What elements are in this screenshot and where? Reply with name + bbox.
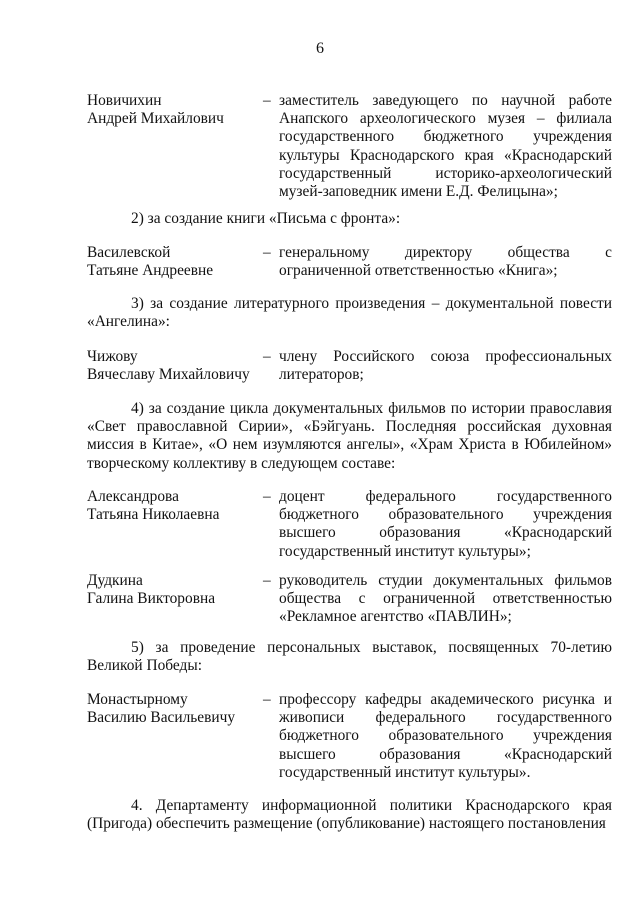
recipient-surname: Монастырному: [87, 691, 188, 708]
recipient-description: профессору кафедры академического рисунка и живописи федерального государственного бюджетного образовательного учреждения высшего образования «Краснодарский государственный институт культуры».: [279, 691, 612, 781]
recipient-given-names: Вячеславу Михайловичу: [87, 366, 250, 384]
recipient-description: руководитель студии документальных фильмов общества с ограниченной ответственностью «Рекламное агентство «ПАВЛИН»;: [279, 572, 612, 626]
paragraph-item-5: 5) за проведение персональных выставок, посвященных 70-летию Великой Победы:: [87, 639, 612, 675]
paragraph-section-4: 4. Департаменту информационной политики Краснодарского края (Пригода) обеспечить размещение (опубликование) настоящего постановления: [87, 797, 612, 833]
recipient-name: [87, 92, 262, 128]
dash-separator: –: [263, 691, 271, 708]
recipient-description: заместитель заведующего по научной работе Анапского археологического музея – филиала государственного бюджетного учреждения культуры Краснодарского края «Краснодарский государственный историко-археологический музей-заповедник имени Е.Д. Фелицына»;: [279, 92, 612, 201]
recipient-surname: Новичихин: [87, 92, 162, 109]
recipient-entry-novichikhin: [87, 92, 612, 201]
recipient-name: [87, 244, 262, 280]
recipient-surname: Чижову: [87, 348, 138, 365]
dash-separator: –: [263, 244, 271, 261]
recipient-given-names: Андрей Михайлович: [87, 110, 224, 128]
recipient-surname: Дудкина: [87, 572, 143, 589]
recipient-entry-dudkina: [87, 572, 612, 627]
page-number: 6: [316, 40, 324, 57]
recipient-name: [87, 488, 262, 524]
recipient-name: [87, 348, 262, 384]
recipient-entry-chizhov: [87, 348, 612, 384]
recipient-given-names: Татьяна Николаевна: [87, 506, 220, 524]
recipient-given-names: Василию Васильевичу: [87, 709, 236, 727]
dash-separator: –: [263, 572, 271, 589]
dash-separator: –: [263, 488, 271, 505]
recipient-name: [87, 572, 262, 608]
recipient-description: генеральному директору общества с ограниченной ответственностью «Книга»;: [279, 244, 612, 280]
recipient-entry-aleksandrova: [87, 488, 612, 561]
paragraph-item-2: 2) за создание книги «Письма с фронта»:: [131, 210, 401, 227]
dash-separator: –: [263, 92, 271, 109]
recipient-surname: Василевской: [87, 244, 171, 261]
recipient-name: [87, 691, 262, 727]
recipient-description: доцент федерального государственного бюджетного образовательного учреждения высшего образования «Краснодарский государственный институт культуры»;: [279, 488, 612, 560]
recipient-surname: Александрова: [87, 488, 179, 505]
recipient-given-names: Татьяне Андреевне: [87, 262, 214, 280]
recipient-entry-monastyrny: [87, 691, 612, 782]
paragraph-item-4: 4) за создание цикла документальных фильмов по истории православия «Свет православной Сирии», «Бэйгуань. Последняя российская духовная миссия в Китае», «О нем изумляются ангелы», «Храм Христа в Юбилейном» творческому коллективу в следующем составе:: [87, 400, 612, 472]
dash-separator: –: [263, 348, 271, 365]
recipient-entry-vasilevskaya: [87, 244, 612, 280]
recipient-description: члену Российского союза профессиональных литераторов;: [279, 348, 612, 384]
recipient-given-names: Галина Викторовна: [87, 590, 216, 608]
paragraph-item-3: 3) за создание литературного произведения – документальной повести «Ангелина»:: [87, 295, 612, 331]
